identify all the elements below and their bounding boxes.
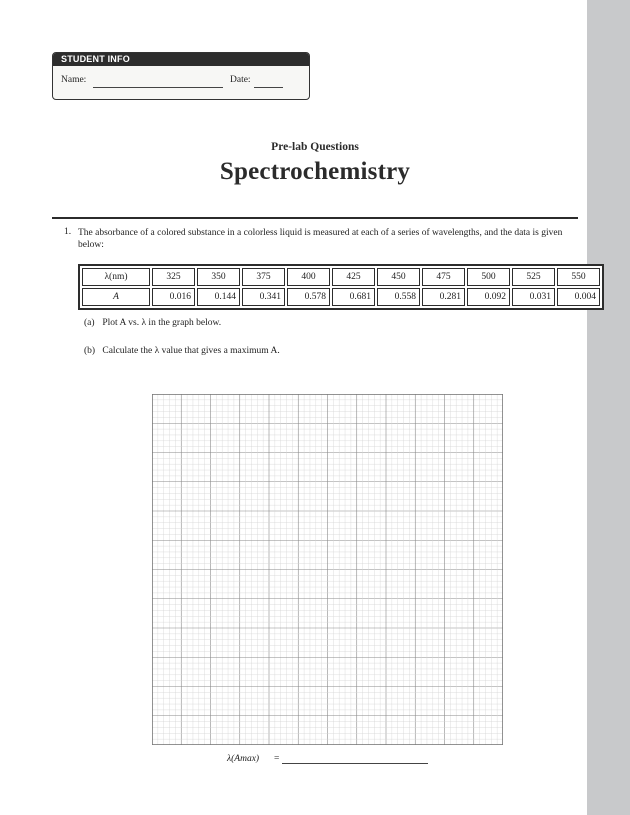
wavelength-cell: 500 [467, 268, 510, 286]
wavelength-header: λ(nm) [82, 268, 150, 286]
absorbance-cell: 0.281 [422, 288, 465, 306]
prelab-title: Pre-lab Questions [271, 141, 359, 153]
part-a-text: Plot A vs. λ in the graph below. [102, 318, 222, 328]
title-divider [52, 217, 578, 219]
lambda-max-equals: = [274, 754, 280, 764]
date-label: Date: [230, 75, 251, 85]
page-side-band [587, 0, 630, 815]
student-info-row [53, 66, 309, 99]
lambda-max-label: λ(Amax) [227, 754, 260, 764]
student-info-box [52, 52, 310, 100]
question-text: The absorbance of a colored substance in a colorless liquid is measured at each of a series of wavelengths, and the data is given below: [78, 228, 563, 250]
part-b [84, 346, 280, 356]
absorbance-cell: 0.092 [467, 288, 510, 306]
name-label: Name: [61, 75, 87, 85]
lambda-max-answer-field[interactable] [282, 763, 428, 764]
absorbance-cell: 0.681 [332, 288, 375, 306]
absorbance-header: A [82, 288, 150, 306]
data-table [78, 264, 604, 310]
absorbance-cell: 0.144 [197, 288, 240, 306]
wavelength-cell: 375 [242, 268, 285, 286]
part-b-letter: (b) [84, 346, 96, 356]
student-info-header: STUDENT INFO [53, 53, 309, 66]
question-number: 1. [64, 227, 72, 237]
absorbance-cell: 0.341 [242, 288, 285, 306]
wavelength-cell: 525 [512, 268, 555, 286]
wavelength-cell: 325 [152, 268, 195, 286]
graph-paper[interactable] [152, 394, 503, 745]
wavelength-cell: 350 [197, 268, 240, 286]
absorbance-cell: 0.004 [557, 288, 600, 306]
wavelength-cell: 450 [377, 268, 420, 286]
page-title: Spectrochemistry [219, 158, 411, 185]
part-b-text: Calculate the λ value that gives a maximum A. [102, 346, 280, 356]
absorbance-cell: 0.558 [377, 288, 420, 306]
date-field[interactable] [254, 87, 283, 88]
wavelength-cell: 400 [287, 268, 330, 286]
absorbance-cell: 0.016 [152, 288, 195, 306]
absorbance-cell: 0.031 [512, 288, 555, 306]
wavelength-cell: 550 [557, 268, 600, 286]
wavelength-cell: 475 [422, 268, 465, 286]
part-a [84, 318, 221, 328]
absorbance-cell: 0.578 [287, 288, 330, 306]
name-field[interactable] [93, 87, 223, 88]
wavelength-row [82, 268, 600, 286]
part-a-letter: (a) [84, 318, 95, 328]
absorbance-row [82, 288, 600, 306]
wavelength-cell: 425 [332, 268, 375, 286]
